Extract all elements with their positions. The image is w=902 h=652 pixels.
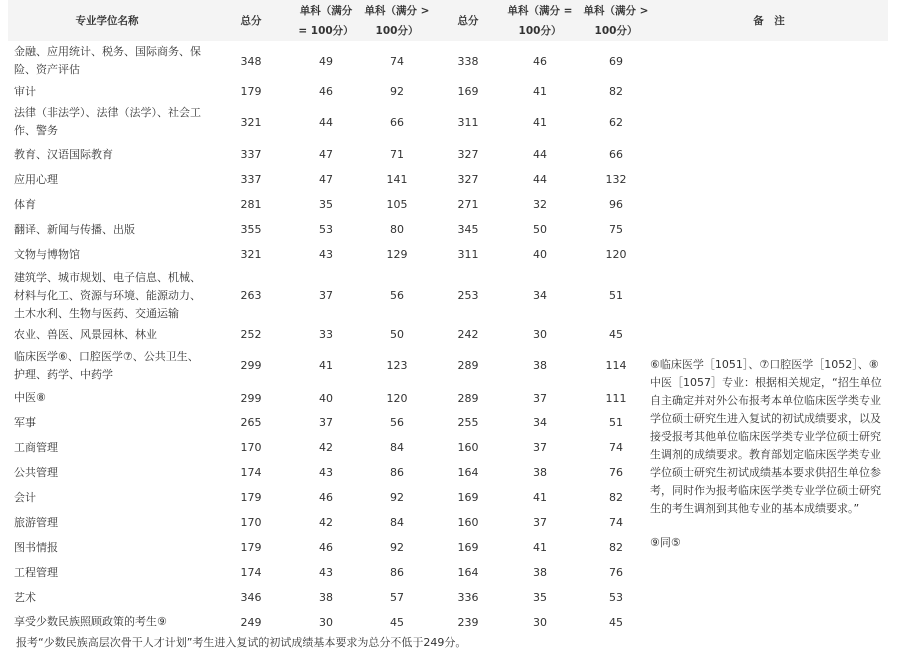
single-gt100-b: 76 [609,566,623,579]
total-score-a: 174 [240,566,262,579]
header-single-eq100-a: 单科（满分 = 100分） [296,0,356,41]
single-gt100-b: 114 [605,359,627,372]
single-eq100-b: 41 [533,541,547,554]
single-gt100-a: 56 [390,416,404,429]
major-name: 应用心理 [14,172,58,186]
total-score-b: 160 [457,441,479,454]
header-total-b: 总分 [438,0,498,41]
major-name: 法律（非法学）、法律（法学）、社会工作、警务 [14,106,201,137]
total-score-b: 239 [457,615,479,629]
total-score-b: 169 [457,541,479,554]
single-eq100-b: 41 [533,85,547,98]
single-eq100-a: 47 [319,148,333,161]
single-eq100-b: 30 [533,615,547,629]
single-eq100-a: 37 [319,416,333,429]
single-gt100-a: 80 [390,223,404,236]
major-name: 金融、应用统计、税务、国际商务、保险、资产评估 [14,45,201,76]
single-gt100-a: 74 [390,54,404,68]
single-gt100-a: 50 [390,328,404,341]
single-eq100-b: 46 [533,54,547,68]
single-gt100-b: 45 [609,328,623,341]
total-score-a: 299 [240,391,262,405]
major-name: 体育 [14,197,36,211]
major-name: 教育、汉语国际教育 [14,147,113,161]
single-gt100-a: 45 [390,615,404,629]
total-score-a: 174 [240,466,262,479]
major-name: 中医⑧ [14,391,46,404]
single-gt100-b: 62 [609,115,623,129]
remarks-main: ⑥临床医学［1051］、⑦口腔医学［1052］、⑧中医［1057］专业：根据相关规定，“招生单位自主确定并对外公布报考本单位临床医学类专业学位硕士研究生进入复试的初试成绩要求，以及接受报考其他单位临床医学类专业学位硕士研究生调剂的成绩要求。教育部划定临床医学类专业学位硕士研究生初试成绩基本要求供招生单位参考，同时作为报考临床医学类专业学位硕士研究生的考生调剂到其他专业的基本成绩要求。” [650,358,882,515]
single-eq100-a: 35 [319,198,333,211]
single-gt100-b: 69 [609,54,623,68]
total-score-a: 179 [240,491,262,504]
header-total-a: 总分 [206,0,296,41]
total-score-b: 253 [457,289,479,302]
single-gt100-a: 141 [386,173,408,186]
total-score-b: 255 [457,416,479,429]
single-gt100-b: 74 [609,441,623,454]
single-eq100-a: 42 [319,516,333,529]
single-eq100-a: 46 [319,541,333,554]
single-eq100-a: 43 [319,566,333,579]
single-gt100-b: 51 [609,416,623,429]
total-score-b: 289 [457,359,479,372]
total-score-a: 179 [240,541,262,554]
total-score-b: 345 [457,223,479,236]
single-eq100-b: 50 [533,223,547,236]
total-score-b: 311 [457,248,479,261]
major-name: 工商管理 [14,440,58,454]
single-eq100-a: 49 [319,54,333,68]
single-eq100-a: 30 [319,615,333,629]
single-eq100-a: 38 [319,591,333,604]
single-eq100-b: 34 [533,416,547,429]
table-row [8,41,888,81]
single-eq100-b: 38 [533,566,547,579]
single-eq100-a: 43 [319,466,333,479]
major-name: 翻译、新闻与传播、出版 [14,222,135,236]
single-eq100-b: 41 [533,115,547,129]
single-eq100-b: 32 [533,198,547,211]
single-eq100-a: 46 [319,85,333,98]
remarks-second: ⑨同⑤ [650,536,681,549]
single-gt100-b: 82 [609,491,623,504]
single-gt100-b: 51 [609,289,623,302]
single-eq100-a: 40 [319,391,333,405]
single-gt100-b: 45 [609,615,623,629]
total-score-a: 299 [240,359,262,372]
single-gt100-b: 66 [609,148,623,161]
total-score-a: 249 [240,615,262,629]
major-name: 会计 [14,490,36,504]
major-name: 文物与博物馆 [14,247,80,261]
single-eq100-a: 42 [319,441,333,454]
score-table [8,0,888,634]
single-gt100-b: 76 [609,466,623,479]
total-score-b: 289 [457,391,479,405]
single-eq100-b: 44 [533,173,547,186]
total-score-b: 169 [457,491,479,504]
single-gt100-a: 129 [386,248,408,261]
total-score-b: 164 [457,566,479,579]
table-header-row [8,0,888,41]
single-gt100-a: 92 [390,491,404,504]
single-eq100-a: 46 [319,491,333,504]
major-name: 工程管理 [14,565,58,579]
major-name: 审计 [14,84,36,98]
single-gt100-b: 132 [605,173,627,186]
single-gt100-b: 53 [609,591,623,604]
single-eq100-b: 37 [533,516,547,529]
total-score-b: 164 [457,466,479,479]
footnote: 报考“少数民族高层次骨干人才计划”考生进入复试的初试成绩基本要求为总分不低于249分。 [16,636,467,649]
major-name: 临床医学⑥、口腔医学⑦、公共卫生、护理、药学、中药学 [14,349,199,381]
total-score-a: 252 [240,328,262,341]
total-score-b: 242 [457,328,479,341]
major-name: 农业、兽医、风景园林、林业 [14,327,157,341]
single-eq100-a: 47 [319,173,333,186]
total-score-b: 336 [457,591,479,604]
major-name: 艺术 [14,590,36,604]
major-name: 享受少数民族照顾政策的考生⑨ [14,615,167,628]
single-gt100-a: 120 [386,391,408,405]
single-gt100-a: 84 [390,516,404,529]
single-eq100-a: 43 [319,248,333,261]
single-gt100-b: 120 [605,248,627,261]
total-score-a: 346 [240,591,262,604]
total-score-b: 327 [457,148,479,161]
total-score-a: 170 [240,441,262,454]
total-score-a: 355 [240,223,262,236]
single-gt100-a: 66 [390,115,404,129]
single-gt100-a: 86 [390,466,404,479]
single-gt100-b: 74 [609,516,623,529]
header-single-gt100-b: 单科（满分 > 100分） [582,0,650,41]
total-score-a: 170 [240,516,262,529]
total-score-b: 169 [457,85,479,98]
major-name: 图书情报 [14,540,58,554]
single-eq100-a: 44 [319,115,333,129]
total-score-b: 160 [457,516,479,529]
total-score-b: 271 [457,198,479,211]
single-gt100-a: 86 [390,566,404,579]
single-eq100-a: 53 [319,223,333,236]
single-gt100-a: 84 [390,441,404,454]
total-score-a: 337 [240,173,262,186]
single-gt100-b: 75 [609,223,623,236]
single-gt100-b: 82 [609,85,623,98]
single-eq100-b: 30 [533,328,547,341]
single-eq100-b: 41 [533,491,547,504]
total-score-a: 337 [240,148,262,161]
total-score-a: 265 [240,416,262,429]
single-gt100-a: 56 [390,289,404,302]
single-eq100-b: 44 [533,148,547,161]
single-eq100-b: 37 [533,441,547,454]
major-name: 建筑学、城市规划、电子信息、机械、材料与化工、资源与环境、能源动力、土木水利、生物与医药、交通运输 [14,270,201,320]
major-name: 旅游管理 [14,515,58,529]
total-score-a: 179 [240,85,262,98]
single-gt100-a: 105 [386,198,408,211]
single-eq100-a: 33 [319,328,333,341]
single-gt100-b: 96 [609,198,623,211]
total-score-b: 327 [457,173,479,186]
major-name: 军事 [14,415,36,429]
single-eq100-b: 35 [533,591,547,604]
total-score-a: 348 [240,54,262,68]
total-score-a: 321 [240,248,262,261]
header-single-eq100-b: 单科（满分 = 100分） [498,0,582,41]
single-gt100-a: 92 [390,85,404,98]
header-major-name: 专业学位名称 [8,0,206,41]
total-score-b: 338 [457,54,479,68]
single-gt100-b: 82 [609,541,623,554]
single-gt100-a: 92 [390,541,404,554]
single-eq100-b: 38 [533,359,547,372]
total-score-a: 281 [240,198,262,211]
single-eq100-b: 37 [533,391,547,405]
header-single-gt100-a: 单科（满分 > 100分） [356,0,438,41]
remarks-cell [650,41,888,634]
total-score-b: 311 [457,115,479,129]
single-gt100-b: 111 [605,391,627,405]
single-eq100-a: 41 [319,359,333,372]
major-name: 公共管理 [14,465,58,479]
header-remarks: 备 注 [650,0,888,41]
single-eq100-a: 37 [319,289,333,302]
total-score-a: 321 [240,115,262,129]
single-eq100-b: 40 [533,248,547,261]
total-score-a: 263 [240,289,262,302]
single-gt100-a: 57 [390,591,404,604]
single-gt100-a: 71 [390,148,404,161]
single-eq100-b: 38 [533,466,547,479]
single-gt100-a: 123 [386,359,408,372]
single-eq100-b: 34 [533,289,547,302]
